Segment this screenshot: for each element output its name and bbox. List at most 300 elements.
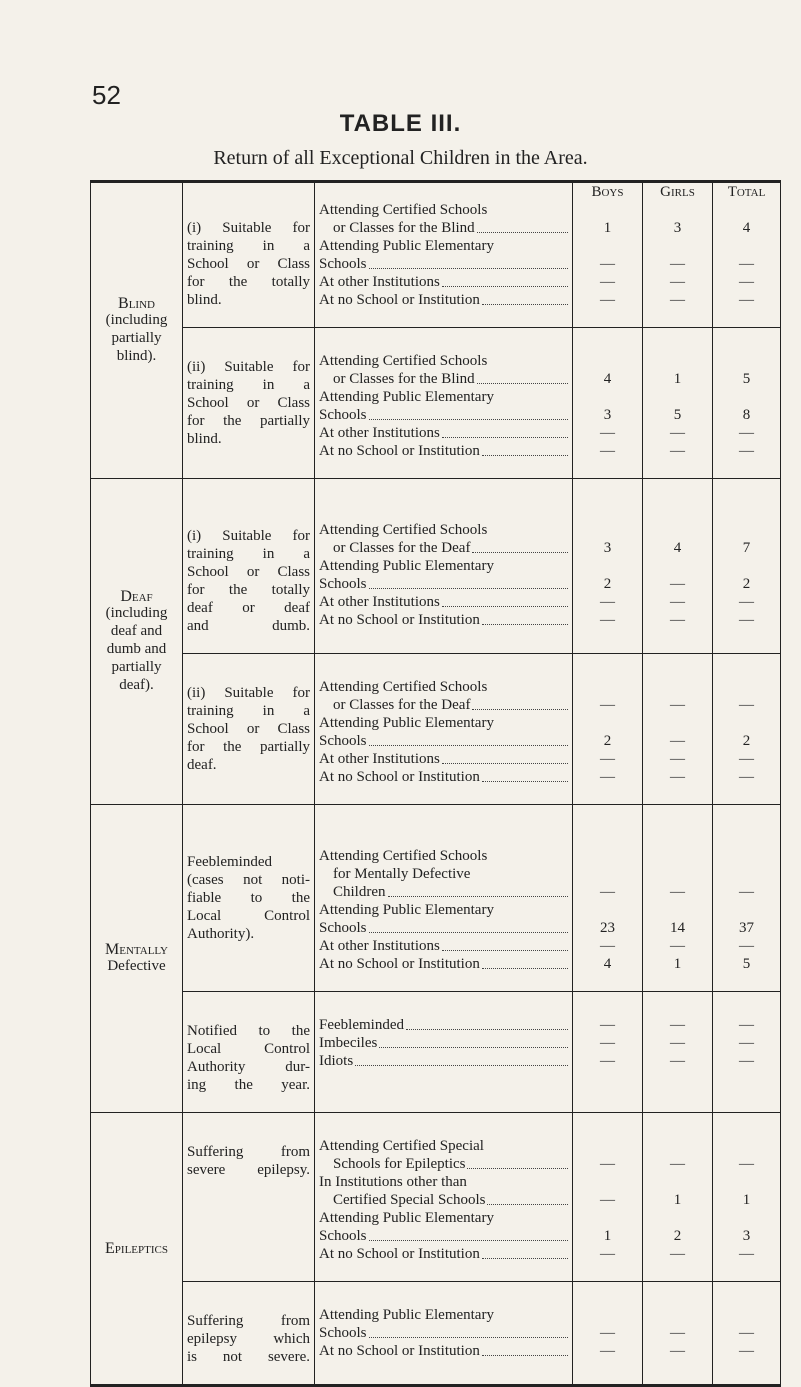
total-value: 2: [742, 733, 751, 749]
total-value: [713, 1173, 780, 1191]
subcategory-label: for the partially: [187, 739, 310, 755]
category-name: Mentally: [105, 941, 168, 958]
total-value: 7: [742, 540, 751, 556]
total-value: —: [739, 443, 754, 459]
dotted-leader: [442, 593, 568, 607]
boys-value: —: [600, 1246, 615, 1262]
boys-value: —: [600, 425, 615, 441]
boys-value: [573, 1209, 642, 1227]
total-value: 4: [742, 220, 751, 236]
boys-value: 1: [603, 220, 612, 236]
description-text: Attending Public Elementary: [319, 558, 494, 574]
subcategory-cell: [183, 328, 315, 479]
boys-value: [573, 865, 642, 883]
girls-value: 1: [673, 956, 682, 972]
description-line: [319, 955, 568, 973]
girls-value: —: [670, 1246, 685, 1262]
description-line: [319, 406, 568, 424]
girls-value: [643, 557, 712, 575]
subcategory-cell: [183, 805, 315, 992]
description-text: At no School or Institution: [319, 1246, 480, 1262]
total-value: 37: [739, 920, 754, 936]
description-line: [319, 521, 568, 539]
subcategory-label: Notified to the: [187, 1023, 310, 1039]
table-row: [91, 654, 781, 805]
subcategory-label: for the partially: [187, 413, 310, 429]
description-text: Schools: [319, 1228, 367, 1244]
table-row: [91, 182, 781, 328]
subcategory-label: Suffering from: [187, 1313, 310, 1329]
total-cell: [713, 1282, 781, 1386]
category-name: Deaf: [120, 588, 153, 605]
boys-value: —: [600, 938, 615, 954]
description-text: Schools for Epileptics: [333, 1156, 466, 1172]
description-text: or Classes for the Blind: [333, 371, 475, 387]
total-value: —: [739, 697, 754, 713]
girls-value: —: [670, 769, 685, 785]
total-value: —: [739, 612, 754, 628]
category-note: deaf and: [110, 623, 163, 639]
description-line: [319, 219, 568, 237]
dotted-leader: [482, 442, 568, 456]
total-value: [713, 557, 780, 575]
boys-value: —: [600, 1156, 615, 1172]
girls-value: [643, 237, 712, 255]
category-cell: [91, 182, 183, 479]
subcategory-label: training in a: [187, 238, 310, 254]
subcategory-label: School or Class: [187, 564, 310, 580]
girls-value: [643, 847, 712, 865]
description-line: [319, 1191, 568, 1209]
subcategory-label: (i) Suitable for: [187, 528, 310, 544]
description-cell: [315, 1282, 573, 1386]
description-line: [319, 1342, 568, 1360]
girls-value: —: [670, 292, 685, 308]
description-text: In Institutions other than: [319, 1174, 467, 1190]
total-value: 3: [742, 1228, 751, 1244]
description-line: [319, 539, 568, 557]
description-text: or Classes for the Deaf: [333, 540, 471, 556]
description-text: Schools: [319, 576, 367, 592]
description-text: Schools: [319, 733, 367, 749]
total-value: [713, 521, 780, 539]
column-header-total: Total: [727, 184, 766, 200]
description-text: Attending Certified Schools: [319, 353, 488, 369]
dotted-leader: [482, 611, 568, 625]
description-line: [319, 1173, 568, 1191]
dotted-leader: [442, 750, 568, 764]
description-text: Idiots: [319, 1053, 354, 1069]
dotted-leader: [472, 539, 568, 553]
description-text: Children: [333, 884, 386, 900]
boys-value: [573, 352, 642, 370]
category-cell: [91, 479, 183, 805]
description-line: [319, 1155, 568, 1173]
category-note: blind).: [116, 348, 157, 364]
girls-value: —: [670, 443, 685, 459]
dotted-leader: [477, 370, 568, 384]
girls-value: —: [670, 1017, 685, 1033]
girls-value: —: [670, 594, 685, 610]
description-text: Schools: [319, 920, 367, 936]
total-value: —: [739, 425, 754, 441]
girls-cell: [643, 182, 713, 328]
subcategory-label: School or Class: [187, 395, 310, 411]
category-name: Epileptics: [105, 1240, 168, 1257]
boys-value: [573, 521, 642, 539]
description-text: Feebleminded: [319, 1017, 404, 1033]
girls-value: [643, 201, 712, 219]
description-line: [319, 201, 568, 219]
description-line: [319, 255, 568, 273]
girls-value: —: [670, 697, 685, 713]
description-line: [319, 865, 568, 883]
category-cell: [91, 1113, 183, 1386]
subcategory-label: Local Control: [187, 1041, 310, 1057]
description-line: [319, 1306, 568, 1324]
boys-value: —: [600, 1325, 615, 1341]
total-cell: [713, 1113, 781, 1282]
dotted-leader: [482, 955, 568, 969]
description-text: for Mentally Defective: [333, 866, 471, 882]
total-value: [713, 1209, 780, 1227]
subcategory-label: for the totally: [187, 274, 310, 290]
boys-cell: [573, 479, 643, 654]
description-line: [319, 847, 568, 865]
boys-value: —: [600, 751, 615, 767]
description-text: Attending Public Elementary: [319, 389, 494, 405]
girls-value: [643, 1137, 712, 1155]
dotted-leader: [369, 1324, 568, 1338]
boys-value: [573, 1173, 642, 1191]
girls-value: —: [670, 884, 685, 900]
description-cell: [315, 182, 573, 328]
boys-value: —: [600, 274, 615, 290]
total-value: [713, 352, 780, 370]
boys-value: —: [600, 594, 615, 610]
girls-cell: [643, 654, 713, 805]
description-line: [319, 678, 568, 696]
description-text: Attending Certified Schools: [319, 848, 488, 864]
total-value: [713, 901, 780, 919]
total-cell: [713, 805, 781, 992]
total-value: —: [739, 1017, 754, 1033]
total-value: 5: [742, 956, 751, 972]
dotted-leader: [482, 1342, 568, 1356]
subcategory-label: (ii) Suitable for: [187, 685, 310, 701]
girls-value: —: [670, 733, 685, 749]
boys-value: 23: [600, 920, 615, 936]
subcategory-label: Feebleminded: [187, 854, 272, 870]
boys-value: [573, 201, 642, 219]
dotted-leader: [482, 768, 568, 782]
boys-value: [573, 557, 642, 575]
girls-value: [643, 388, 712, 406]
boys-cell: [573, 805, 643, 992]
boys-value: —: [600, 769, 615, 785]
girls-value: 2: [673, 1228, 682, 1244]
description-text: At no School or Institution: [319, 769, 480, 785]
boys-value: [573, 678, 642, 696]
description-line: [319, 937, 568, 955]
boys-value: —: [600, 1017, 615, 1033]
subcategory-label: fiable to the: [187, 890, 310, 906]
boys-value: 4: [603, 371, 612, 387]
category-name: Blind: [118, 295, 155, 312]
subcategory-cell: [183, 654, 315, 805]
description-text: Imbeciles: [319, 1035, 378, 1051]
boys-value: —: [600, 697, 615, 713]
description-cell: [315, 328, 573, 479]
girls-value: [643, 901, 712, 919]
description-line: [319, 291, 568, 309]
description-line: [319, 1016, 568, 1034]
boys-cell: [573, 1113, 643, 1282]
girls-value: —: [670, 1035, 685, 1051]
description-line: [319, 575, 568, 593]
description-text: Attending Public Elementary: [319, 1307, 494, 1323]
total-value: —: [739, 274, 754, 290]
description-line: [319, 714, 568, 732]
description-text: At other Institutions: [319, 274, 440, 290]
boys-value: 3: [603, 540, 612, 556]
girls-cell: [643, 992, 713, 1113]
description-text: Schools: [319, 1325, 367, 1341]
subcategory-label: training in a: [187, 546, 310, 562]
girls-cell: [643, 1282, 713, 1386]
description-line: [319, 901, 568, 919]
boys-value: 2: [603, 576, 612, 592]
subcategory-label: (i) Suitable for: [187, 220, 310, 236]
category-note: partially: [111, 659, 162, 675]
dotted-leader: [369, 1227, 568, 1241]
description-text: Certified Special Schools: [333, 1192, 486, 1208]
subcategory-cell: [183, 182, 315, 328]
description-line: [319, 424, 568, 442]
dotted-leader: [442, 424, 568, 438]
total-value: [713, 865, 780, 883]
description-text: At no School or Institution: [319, 443, 480, 459]
category-note: partially: [111, 330, 162, 346]
total-value: —: [739, 1246, 754, 1262]
category-note: deaf).: [119, 677, 154, 693]
description-text: At other Institutions: [319, 938, 440, 954]
girls-value: [643, 1209, 712, 1227]
boys-value: 3: [603, 407, 612, 423]
subcategory-label: Authority).: [187, 926, 255, 942]
description-line: [319, 557, 568, 575]
dotted-leader: [369, 406, 568, 420]
description-text: Attending Certified Schools: [319, 522, 488, 538]
total-value: [713, 678, 780, 696]
description-line: [319, 237, 568, 255]
description-cell: [315, 992, 573, 1113]
boys-value: [573, 714, 642, 732]
girls-value: [643, 1173, 712, 1191]
description-line: [319, 352, 568, 370]
boys-cell: [573, 182, 643, 328]
girls-value: —: [670, 1053, 685, 1069]
total-value: —: [739, 1156, 754, 1172]
girls-value: 1: [673, 371, 682, 387]
total-value: —: [739, 256, 754, 272]
column-header-girls: Girls: [660, 184, 695, 200]
total-value: —: [739, 594, 754, 610]
description-text: Attending Public Elementary: [319, 902, 494, 918]
girls-value: —: [670, 1156, 685, 1172]
boys-cell: [573, 1282, 643, 1386]
girls-cell: [643, 805, 713, 992]
category-note: (including: [105, 605, 168, 621]
boys-value: —: [600, 1053, 615, 1069]
subcategory-label: blind.: [187, 292, 222, 308]
total-value: —: [739, 1343, 754, 1359]
description-text: At no School or Institution: [319, 292, 480, 308]
table-title: TABLE III.: [339, 110, 462, 137]
subcategory-cell: [183, 1282, 315, 1386]
girls-value: 4: [673, 540, 682, 556]
description-text: At other Institutions: [319, 751, 440, 767]
total-value: 5: [742, 371, 751, 387]
dotted-leader: [467, 1155, 568, 1169]
dotted-leader: [369, 919, 568, 933]
subcategory-label: training in a: [187, 703, 310, 719]
description-line: [319, 732, 568, 750]
subcategory-label: for the totally: [187, 582, 310, 598]
dotted-leader: [477, 219, 568, 233]
description-text: Attending Public Elementary: [319, 1210, 494, 1226]
subcategory-label: Authority dur-: [187, 1059, 310, 1075]
table-row: [91, 328, 781, 479]
subcategory-label: deaf.: [187, 757, 217, 773]
subcategory-label: (cases not noti-: [187, 872, 310, 888]
girls-value: —: [670, 751, 685, 767]
total-value: —: [739, 938, 754, 954]
description-line: [319, 1052, 568, 1070]
description-text: or Classes for the Deaf: [333, 697, 471, 713]
table-row: [91, 1282, 781, 1386]
subcategory-label: School or Class: [187, 256, 310, 272]
girls-value: 5: [673, 407, 682, 423]
boys-value: —: [600, 612, 615, 628]
table-row: [91, 805, 781, 992]
total-value: —: [739, 1325, 754, 1341]
subcategory-label: ing the year.: [187, 1077, 310, 1093]
girls-value: 1: [673, 1192, 682, 1208]
exceptional-children-table: [90, 180, 781, 1387]
girls-value: —: [670, 612, 685, 628]
description-line: [319, 1245, 568, 1263]
girls-value: [643, 521, 712, 539]
girls-value: —: [670, 938, 685, 954]
description-line: [319, 1137, 568, 1155]
description-text: Attending Public Elementary: [319, 238, 494, 254]
description-line: [319, 611, 568, 629]
description-text: Attending Certified Schools: [319, 679, 488, 695]
description-cell: [315, 1113, 573, 1282]
description-text: At other Institutions: [319, 425, 440, 441]
total-cell: [713, 479, 781, 654]
boys-value: [573, 388, 642, 406]
total-value: [713, 714, 780, 732]
girls-value: —: [670, 576, 685, 592]
girls-cell: [643, 1113, 713, 1282]
boys-value: [573, 847, 642, 865]
description-line: [319, 273, 568, 291]
description-line: [319, 442, 568, 460]
boys-value: —: [600, 884, 615, 900]
girls-value: 3: [673, 220, 682, 236]
total-cell: [713, 992, 781, 1113]
subcategory-label: is not severe.: [187, 1349, 310, 1365]
description-text: At no School or Institution: [319, 1343, 480, 1359]
subcategory-label: Suffering from: [187, 1144, 310, 1160]
subcategory-label: severe epilepsy.: [187, 1162, 310, 1178]
total-value: 8: [742, 407, 751, 423]
girls-value: —: [670, 1325, 685, 1341]
description-text: Schools: [319, 256, 367, 272]
description-line: [319, 1034, 568, 1052]
subcategory-cell: [183, 479, 315, 654]
total-value: [713, 201, 780, 219]
dotted-leader: [355, 1052, 568, 1066]
subcategory-label: and dumb.: [187, 618, 310, 634]
description-line: [319, 919, 568, 937]
boys-value: —: [600, 256, 615, 272]
description-line: [319, 370, 568, 388]
dotted-leader: [388, 883, 569, 897]
description-cell: [315, 654, 573, 805]
description-text: or Classes for the Blind: [333, 220, 475, 236]
description-text: Schools: [319, 407, 367, 423]
girls-value: —: [670, 256, 685, 272]
subcategory-cell: [183, 992, 315, 1113]
total-value: [713, 1137, 780, 1155]
total-value: —: [739, 884, 754, 900]
subcategory-label: School or Class: [187, 721, 310, 737]
dotted-leader: [442, 273, 568, 287]
dotted-leader: [482, 291, 568, 305]
subcategory-label: deaf or deaf: [187, 600, 310, 616]
subcategory-label: blind.: [187, 431, 222, 447]
category-cell: [91, 805, 183, 1113]
girls-cell: [643, 328, 713, 479]
boys-value: [573, 1137, 642, 1155]
total-value: —: [739, 292, 754, 308]
boys-value: —: [600, 1192, 615, 1208]
category-note: Defective: [107, 958, 166, 974]
description-line: [319, 750, 568, 768]
description-line: [319, 768, 568, 786]
description-line: [319, 1209, 568, 1227]
table-subtitle: Return of all Exceptional Children in the Area.: [213, 147, 588, 169]
boys-cell: [573, 992, 643, 1113]
table-row: [91, 1113, 781, 1282]
description-text: At no School or Institution: [319, 956, 480, 972]
girls-cell: [643, 479, 713, 654]
description-cell: [315, 805, 573, 992]
girls-value: [643, 352, 712, 370]
girls-value: [643, 714, 712, 732]
boys-value: 2: [603, 733, 612, 749]
description-text: At no School or Institution: [319, 612, 480, 628]
total-cell: [713, 654, 781, 805]
description-line: [319, 593, 568, 611]
boys-value: 4: [603, 956, 612, 972]
boys-value: —: [600, 443, 615, 459]
subcategory-label: epilepsy which: [187, 1331, 310, 1347]
dotted-leader: [482, 1245, 568, 1259]
